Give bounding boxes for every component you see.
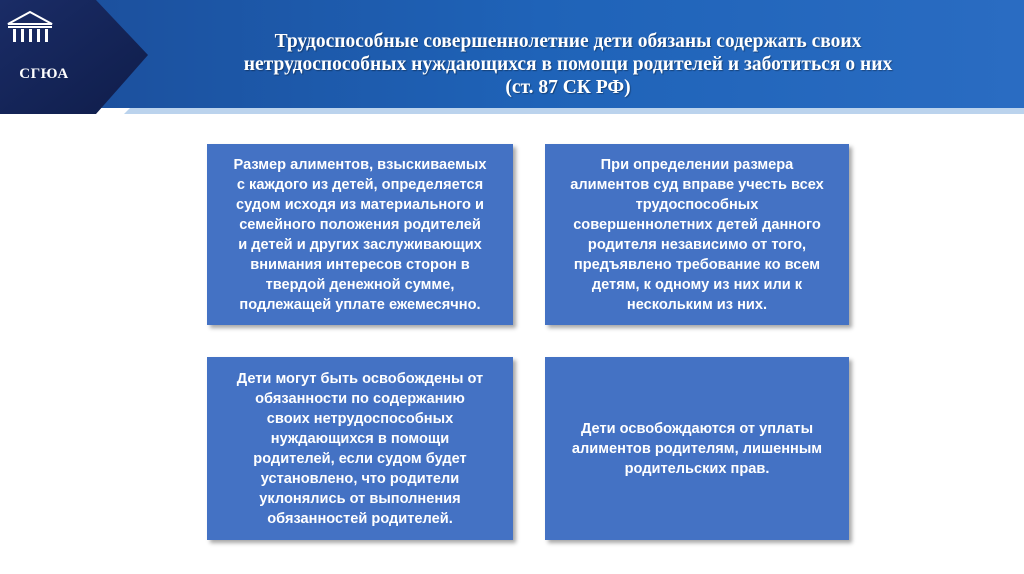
text-box-all-children [545, 144, 849, 325]
text-line: семейного положения родителей [239, 216, 481, 233]
text-line: своих нетрудоспособных [266, 410, 454, 427]
text-line: алиментов суд вправе учесть всех [570, 176, 824, 193]
text-line: совершеннолетних детей данного [573, 216, 821, 233]
text-line: внимания интересов сторон в [250, 256, 470, 273]
text-line: уклонялись от выполнения [259, 490, 461, 507]
logo-text: СГЮА [19, 66, 69, 82]
text-line: При определении размера [600, 156, 794, 173]
text-line: алиментов родителям, лишенным [571, 440, 823, 457]
title-line: Трудоспособные совершеннолетние дети обязаны содержать своих [274, 31, 862, 52]
text-line: родительских прав. [624, 460, 770, 477]
text-line: нуждающихся в помощи [270, 430, 450, 447]
text-line: родителей, если судом будет [253, 450, 467, 467]
text-line: предъявлено требование ко всем [573, 256, 821, 273]
text-line: нескольким из них. [626, 296, 768, 313]
text-line: и детей и других заслуживающих [238, 236, 482, 253]
text-line: обязанности по содержанию [255, 390, 465, 407]
text-line: трудоспособных [635, 196, 759, 213]
text-line: обязанностей родителей. [267, 510, 453, 527]
text-line: с каждого из детей, определяется [236, 176, 484, 193]
title-line: (ст. 87 СК РФ) [505, 77, 631, 98]
text-line: Дети могут быть освобождены от [236, 370, 484, 387]
text-line: судом исходя из материального и [236, 196, 484, 213]
text-box-exemption-deprived [545, 357, 849, 540]
page-title [150, 30, 986, 99]
title-line: нетрудоспособных нуждающихся в помощи родителей и заботиться о них [243, 54, 893, 75]
text-line: родителя независимо от того, [587, 236, 807, 253]
text-box-exemption-possible [207, 357, 513, 540]
text-box-alimony-size [207, 144, 513, 325]
text-line: твердой денежной сумме, [265, 276, 455, 293]
text-line: Размер алиментов, взыскиваемых [233, 156, 487, 173]
university-building-icon [0, 0, 60, 70]
text-line: детям, к одному из них или к [591, 276, 803, 293]
text-line: Дети освобождаются от уплаты [580, 420, 814, 437]
text-line: установлено, что родители [260, 470, 460, 487]
text-line: подлежащей уплате ежемесячно. [239, 296, 481, 313]
header-banner [0, 0, 1024, 118]
